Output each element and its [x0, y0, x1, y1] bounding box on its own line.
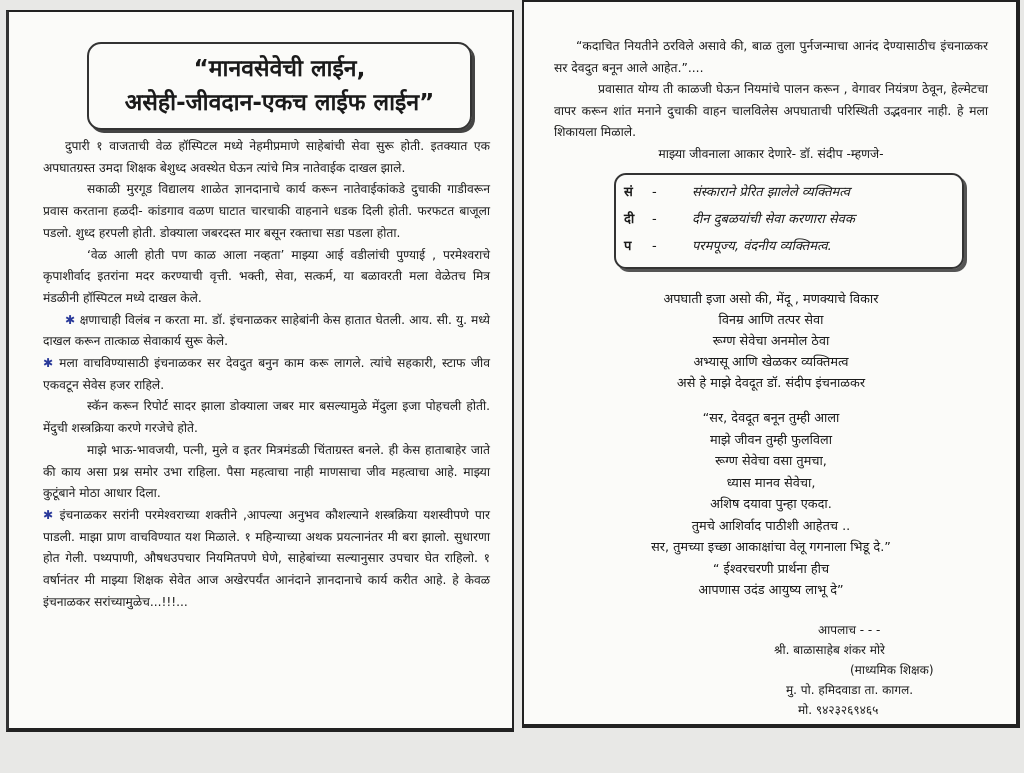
acrostic-letter: सं	[624, 185, 633, 200]
poem-block	[554, 408, 988, 602]
asterisk-icon: ✱	[43, 356, 60, 371]
verse-line: अपघाती इजा असो की, मेंदू , मणक्याचे विकार	[663, 292, 879, 307]
acrostic-text: परमपूज्य, वंदनीय व्यक्तिमत्व.	[692, 239, 832, 254]
title-line-2: असेही-जीवदान-एकच लाईफ लाईन”	[124, 90, 435, 116]
paragraph-5-text: मला वाचविण्यासाठी इंचनाळकर सर देवदुत बनुन काम करू लागले. त्यांचे सहकारी, स्टाफ जीव एकवटून सेवेस हजर राहिले.	[43, 356, 490, 392]
sign-address: मु. पो. हमिदवाडा ता. कागल.	[786, 682, 914, 697]
verse-line: असे हे माझे देवदूत डॉ. संदीप इंचनाळकर	[676, 376, 866, 391]
left-page	[6, 10, 514, 732]
signature-block	[774, 620, 988, 720]
acrostic-text: संस्काराने प्रेरित झालेले व्यक्तिमत्व	[692, 185, 850, 200]
quote-paragraph: “कदाचित नियतीने ठरविले असावे की, बाळ तुला पुर्नजन्माचा आनंद देण्यासाठीच इंचनाळकर सर देवदुत बनून आले आहेत.”....	[554, 39, 988, 75]
verse-block	[554, 289, 988, 394]
acrostic-row	[624, 179, 962, 206]
paragraph-8	[43, 505, 490, 614]
poem-line: अशिष दयावा पुन्हा एकदा.	[710, 497, 832, 512]
poem-line: रूग्ण सेवेचा वसा तुमचा,	[715, 454, 827, 469]
paragraph-2: सकाळी मुरगूड विद्यालय शाळेत ज्ञानदानाचे कार्य करून नातेवाईकांकडे दुचाकी गाडीवरून प्रवास करताना हळदी- कांडगाव वळण घाटात चारचाकी वाहनाने धडक दिली होती. फरफटत बाजूला पडलो. शुध्द हरपली होती. डोक्याला जबरदस्त मार बसून रक्ताचा सडा पडला होता.	[43, 182, 490, 240]
acrostic-dash: -	[652, 212, 657, 227]
paragraph-1: दुपारी १ वाजताची वेळ हॉस्पिटल मध्ये नेहमीप्रमाणे साहेबांची सेवा सुरू होती. इतक्यात एक अपघातग्रस्त उमदा शिक्षक बेशुध्द अवस्थेत घेऊन त्यांचे मित्र नातेवाईक दाखल झाले.	[43, 139, 490, 175]
asterisk-icon: ✱	[43, 507, 60, 522]
acrostic-box	[614, 173, 964, 269]
paragraph-7: माझे भाऊ-भावजयी, पत्नी, मुले व इतर मित्रमंडळी चिंताग्रस्त बनले. ही केस हाताबाहेर जाते की काय असा प्रश्न समोर उभा राहिला. पैसा महत्वाचा नाही माणसाचा जीव महत्वाचा आहे. माझ्या कुटूंबाने मोठा आधार दिला.	[43, 442, 490, 501]
acrostic-row	[624, 233, 962, 260]
poem-line: “ ईश्वरचरणी प्रार्थना हीच	[712, 561, 830, 577]
poem-line: माझे जीवन तुम्ही फुलविला	[709, 432, 833, 448]
poem-line: तुमचे आशिर्वाद पाठीशी आहेतच ..	[691, 518, 851, 534]
verse-line: विनम्र आणि तत्पर सेवा	[718, 313, 824, 328]
doctor-intro: माझ्या जीवनाला आकार देणारे- डॉ. संदीप -म्हणजे-	[658, 146, 884, 161]
asterisk-icon: ✱	[65, 312, 80, 327]
sign-closing: आपलाच - - -	[818, 622, 881, 637]
paragraph-5	[43, 353, 490, 396]
safety-paragraph: प्रवासात योग्य ती काळजी घेऊन नियमांचे पालन करून , वेगावर नियंत्रण ठेवून, हेल्मेटचा वापर करून शांत मनाने दुचाकी वाहन चालविलेस अपघाताची परिस्थिती उद्भवनार नाही. हे मला शिकायला मिळाले.	[554, 82, 988, 139]
paragraph-6: स्कॅन करून रिपोर्ट सादर झाला डोक्याला जबर मार बसल्यामुळे मेंदुला इजा पोहचली होती. मेंदुची शस्त्रक्रिया करणे गरजेचे होते.	[43, 399, 490, 436]
acrostic-dash: -	[652, 239, 657, 254]
acrostic-row	[624, 206, 962, 233]
right-page	[522, 0, 1020, 728]
acrostic-dash: -	[652, 185, 657, 200]
paragraph-4-text: क्षणाचाही विलंब न करता मा. डॉ. इंचनाळकर साहेबांनी केस हातात घेतली. आय. सी. यु. मध्ये दाखल करून तात्काळ सेवाकार्य सुरू केले.	[43, 312, 490, 349]
paragraph-8-text: इंचनाळकर सरांनी परमेश्वराच्या शक्तीने ,आपल्या अनुभव कौशल्याने शस्त्रक्रिया यशस्वीपणे पार पाडली. माझा प्राण वाचविण्यात यश मिळाले. १ महिन्याच्या अथक प्रयत्नानंतर मी बरा झालो. सुधारणा होत गेली. पथ्यपाणी, औषधउपचार नियमितपणे घेणे, साहेबांच्या सल्यानुसार उपचार घेत राहिलो. १ वर्षानंतर मी माझ्या शिक्षक सेवेत आज अखेरपर्यंत आनंदाने ज्ञानदानाचे कार्य करीत आहे. हे केवळ इंचनाळकर सरांच्यामुळेच...!!!...	[43, 507, 490, 609]
verse-line: अभ्यासू आणि खेळकर व्यक्तिमत्व	[693, 355, 849, 370]
poem-line: सर, तुमच्या इच्छा आकाक्षांचा वेलू गगनाला भिडू दे.”	[651, 540, 891, 555]
poem-line: आपणास उदंड आयुष्य लाभू दे”	[698, 583, 844, 598]
poem-line: “सर, देवदूत बनून तुम्ही आला	[702, 411, 840, 426]
acrostic-letter: प	[624, 239, 632, 254]
paragraph-3: ‘वेळ आली होती पण काळ आला नव्हता’ माझ्या आई वडीलांची पुण्याई , परमेश्वराचे कृपाशीर्वाद इतरांना मदर करण्याची वृत्ती. भक्ती, सेवा, सत्कर्म, या बळावरती मला वेळेतच मित्र मंडळीनी हॉस्पिटल मध्ये दाखल केले.	[43, 247, 490, 305]
sign-phone: मो. ९४२३२६९४६५	[798, 702, 879, 717]
sign-role: (माध्यमिक शिक्षक)	[850, 662, 934, 677]
title-line-1: “मानवसेवेची लाईन,	[193, 56, 366, 82]
acrostic-text: दीन दुबळयांची सेवा करणारा सेवक	[692, 212, 855, 227]
verse-line: रूग्ण सेवेचा अनमोल ठेवा	[712, 334, 830, 349]
sign-name: श्री. बाळासाहेब शंकर मोरे	[774, 642, 885, 657]
poem-line: ध्यास मानव सेवेचा,	[726, 475, 816, 491]
paragraph-4	[43, 310, 490, 353]
acrostic-letter: दी	[624, 212, 635, 227]
title-box	[87, 42, 472, 130]
